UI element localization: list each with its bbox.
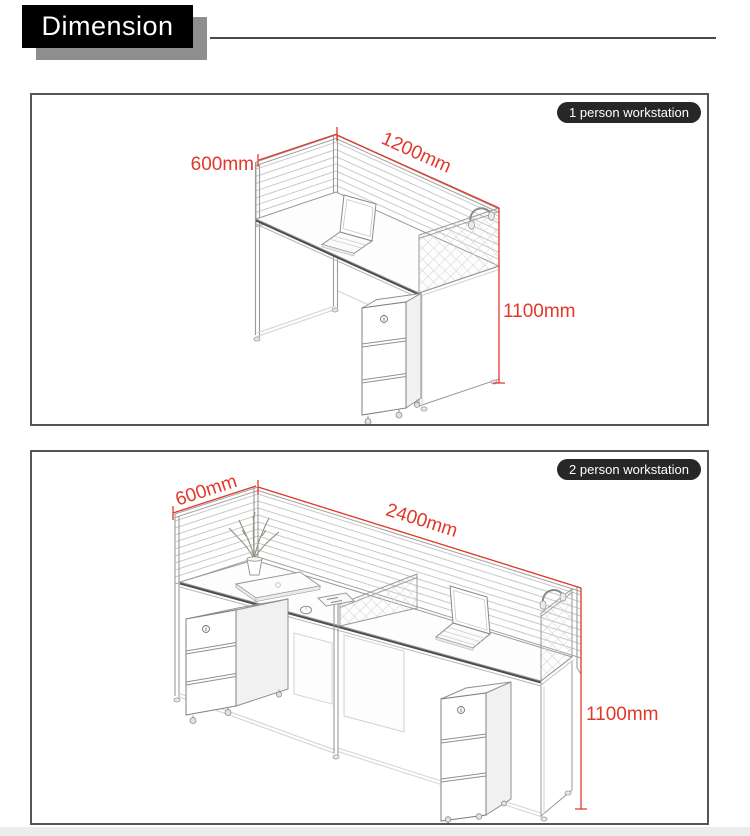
dim-height-label: 1100mm xyxy=(503,301,576,322)
pedestal-cabinet-right xyxy=(441,682,511,823)
panel-2-person xyxy=(30,450,709,825)
bottom-strip xyxy=(0,827,750,836)
mouse xyxy=(301,606,312,614)
workstation-2-illustration xyxy=(32,452,707,823)
dim-depth-label: 600mm xyxy=(190,154,254,175)
page-title: Dimension xyxy=(22,5,193,48)
panel-1-person xyxy=(30,93,709,426)
header-rule xyxy=(210,37,716,39)
dim-width-label: 2400mm xyxy=(383,499,461,542)
dim-depth-label: 600mm xyxy=(172,470,240,511)
badge-1-person: 1 person workstation xyxy=(557,102,701,123)
header xyxy=(22,5,222,65)
dim-width-label: 1200mm xyxy=(378,128,455,178)
pedestal-cabinet xyxy=(362,294,421,425)
dim-height-label: 1100mm xyxy=(586,704,659,725)
workstation-1-illustration xyxy=(32,95,707,424)
pedestal-cabinet-left xyxy=(186,599,288,724)
badge-2-person: 2 person workstation xyxy=(557,459,701,480)
